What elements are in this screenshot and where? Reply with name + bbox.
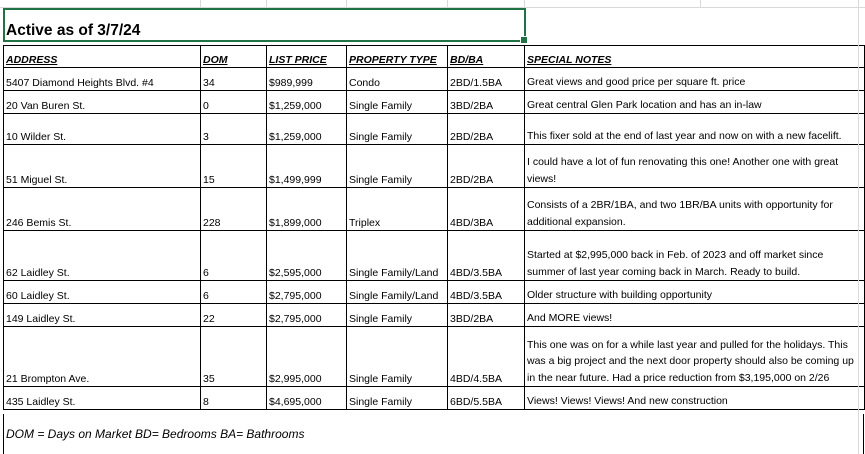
cell-type[interactable]: Condo <box>347 68 448 91</box>
cell-price[interactable]: $1,259,000 <box>267 114 347 145</box>
cell-dom[interactable]: 15 <box>201 145 267 188</box>
cell-type[interactable]: Triplex <box>347 188 448 231</box>
cell-bdba[interactable]: 2BD/2BA <box>448 145 525 188</box>
cell-dom[interactable]: 6 <box>201 231 267 281</box>
cell-bdba[interactable]: 6BD/5.5BA <box>448 387 525 410</box>
cell-notes[interactable]: Great views and good price per square ft. price <box>525 68 865 91</box>
cell-bdba[interactable]: 4BD/3.5BA <box>448 281 525 304</box>
table-row <box>4 231 865 281</box>
cell-price[interactable]: $2,795,000 <box>267 281 347 304</box>
cell-dom[interactable]: 22 <box>201 304 267 327</box>
listings-table <box>3 45 865 410</box>
column-header[interactable]: SPECIAL NOTES <box>525 46 865 68</box>
cell-address[interactable]: 246 Bemis St. <box>4 188 201 231</box>
cell-bdba[interactable]: 3BD/2BA <box>448 304 525 327</box>
cell-notes[interactable]: Great central Glen Park location and has an in-law <box>525 91 865 114</box>
cell-notes[interactable]: Consists of a 2BR/1BA, and two 1BR/BA units with opportunity for additional expansion. <box>525 188 865 231</box>
cell-price[interactable]: $989,999 <box>267 68 347 91</box>
cell-type[interactable]: Single Family <box>347 387 448 410</box>
cell-address[interactable]: 149 Laidley St. <box>4 304 201 327</box>
table-header-row <box>4 46 865 68</box>
cell-dom[interactable]: 228 <box>201 188 267 231</box>
cell-bdba[interactable]: 4BD/3.5BA <box>448 231 525 281</box>
cell-price[interactable]: $2,795,000 <box>267 304 347 327</box>
column-gridline <box>858 0 859 454</box>
column-header[interactable]: BD/BA <box>448 46 525 68</box>
cell-bdba[interactable]: 2BD/2BA <box>448 114 525 145</box>
cell-address[interactable]: 62 Laidley St. <box>4 231 201 281</box>
cell-price[interactable]: $1,899,000 <box>267 188 347 231</box>
table-row <box>4 387 865 410</box>
cell-dom[interactable]: 6 <box>201 281 267 304</box>
cell-price[interactable]: $1,499,999 <box>267 145 347 188</box>
fill-handle[interactable] <box>520 36 528 44</box>
cell-notes[interactable]: Started at $2,995,000 back in Feb. of 2023 and off market since summer of last year coming back in March. Ready to build. <box>525 231 865 281</box>
cell-type[interactable]: Single Family <box>347 145 448 188</box>
column-header[interactable]: PROPERTY TYPE <box>347 46 448 68</box>
cell-notes[interactable]: This fixer sold at the end of last year and now on with a new facelift. <box>525 114 865 145</box>
cell-price[interactable]: $1,259,000 <box>267 91 347 114</box>
table-row <box>4 304 865 327</box>
cell-bdba[interactable]: 4BD/4.5BA <box>448 327 525 387</box>
column-header-strip <box>0 0 865 8</box>
cell-address[interactable]: 5407 Diamond Heights Blvd. #4 <box>4 68 201 91</box>
cell-type[interactable]: Single Family/Land <box>347 281 448 304</box>
table-row <box>4 114 865 145</box>
cell-type[interactable]: Single Family <box>347 327 448 387</box>
cell-notes[interactable]: I could have a lot of fun renovating this one! Another one with great views! <box>525 145 865 188</box>
cell-dom[interactable]: 35 <box>201 327 267 387</box>
cell-notes[interactable]: Views! Views! Views! And new construction <box>525 387 865 410</box>
cell-price[interactable]: $4,695,000 <box>267 387 347 410</box>
table-row <box>4 68 865 91</box>
column-header[interactable]: LIST PRICE <box>267 46 347 68</box>
table-row <box>4 188 865 231</box>
cell-notes[interactable]: This one was on for a while last year and pulled for the holidays. This was a big project and the next door property should also be coming up in the near future. Had a price reduction from $3,195,000 on 2/26 <box>525 327 865 387</box>
cell-type[interactable]: Single Family <box>347 91 448 114</box>
legend-note: DOM = Days on Market BD= Bedrooms BA= Bathrooms <box>6 427 305 441</box>
cell-type[interactable]: Single Family <box>347 304 448 327</box>
cell-address[interactable]: 51 Miguel St. <box>4 145 201 188</box>
cell-price[interactable]: $2,595,000 <box>267 231 347 281</box>
cell-dom[interactable]: 3 <box>201 114 267 145</box>
cell-type[interactable]: Single Family/Land <box>347 231 448 281</box>
cell-bdba[interactable]: 3BD/2BA <box>448 91 525 114</box>
cell-address[interactable]: 21 Brompton Ave. <box>4 327 201 387</box>
column-header[interactable]: DOM <box>201 46 267 68</box>
cell-notes[interactable]: Older structure with building opportunity <box>525 281 865 304</box>
cell-dom[interactable]: 0 <box>201 91 267 114</box>
cell-price[interactable]: $2,995,000 <box>267 327 347 387</box>
cell-dom[interactable]: 34 <box>201 68 267 91</box>
table-row <box>4 145 865 188</box>
cell-bdba[interactable]: 4BD/3BA <box>448 188 525 231</box>
table-row <box>4 327 865 387</box>
cell-address[interactable]: 435 Laidley St. <box>4 387 201 410</box>
cell-bdba[interactable]: 2BD/1.5BA <box>448 68 525 91</box>
column-header[interactable]: ADDRESS <box>4 46 201 68</box>
cell-address[interactable]: 10 Wilder St. <box>4 114 201 145</box>
cell-address[interactable]: 60 Laidley St. <box>4 281 201 304</box>
cell-type[interactable]: Single Family <box>347 114 448 145</box>
cell-address[interactable]: 20 Van Buren St. <box>4 91 201 114</box>
table-row <box>4 281 865 304</box>
sheet-title: Active as of 3/7/24 <box>6 22 141 39</box>
cell-notes[interactable]: And MORE views! <box>525 304 865 327</box>
table-row <box>4 91 865 114</box>
cell-dom[interactable]: 8 <box>201 387 267 410</box>
